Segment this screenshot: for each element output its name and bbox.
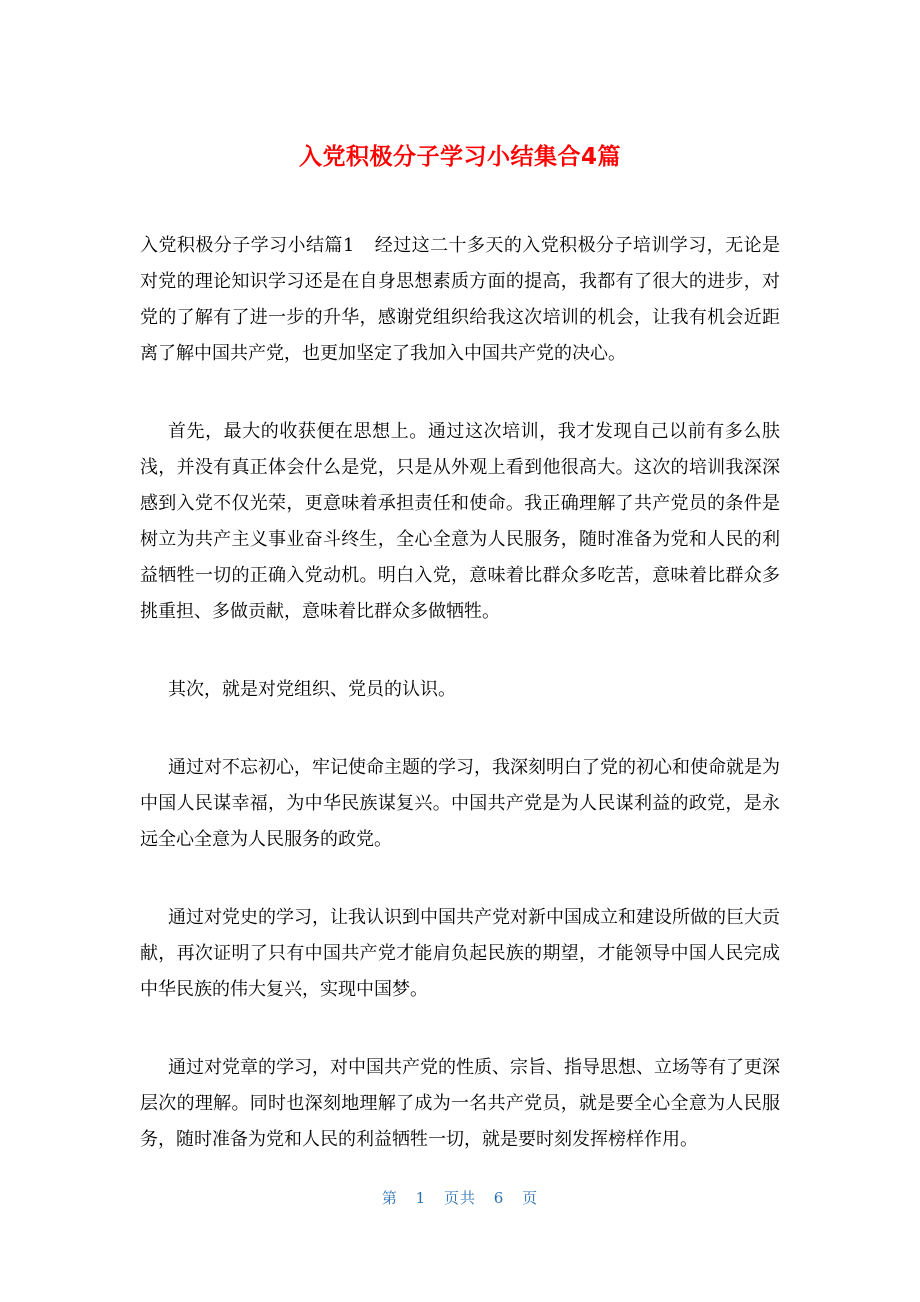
section-label: 入党积极分子学习小结篇1 [140, 235, 355, 256]
page-indicator: 第 1 页共 6 页 [381, 1189, 539, 1207]
paragraph-spacer [140, 1008, 780, 1050]
paragraph-spacer [140, 630, 780, 672]
paragraph-spacer [140, 372, 780, 414]
paragraph-1-text: 经过这二十多天的入党积极分子培训学习，无论是对党的理论知识学习还是在自身思想素质方面的提高，我都有了很大的进步，对党的了解有了进一步的升华，感谢党组织给我这次培训的机会，让我有机会近距离了解中国共产党，也更加坚定了我加入中国共产党的决心。 [140, 235, 781, 364]
paragraph-1 [140, 228, 780, 372]
paragraph-5: 通过对党史的学习，让我认识到中国共产党对新中国成立和建设所做的巨大贡献，再次证明了只有中国共产党才能肩负起民族的期望，才能领导中国人民完成中华民族的伟大复兴，实现中国梦。 [140, 907, 780, 1000]
document-title: 入党积极分子学习小结集合4篇 [298, 144, 621, 170]
paragraph-2: 首先，最大的收获便在思想上。通过这次培训，我才发现自己以前有多么肤浅，并没有真正体会什么是党，只是从外观上看到他很高大。这次的培训我深深感到入党不仅光荣，更意味着承担责任和使命。我正确理解了共产党员的条件是树立为共产主义事业奋斗终生，全心全意为人民服务，随时准备为党和人民的利益牺牲一切的正确入党动机。明白入党，意味着比群众多吃苦，意味着比群众多挑重担、多做贡献，意味着比群众多做牺牲。 [140, 421, 780, 622]
paragraph-3: 其次，就是对党组织、党员的认识。 [168, 679, 456, 700]
paragraph-6: 通过对党章的学习，对中国共产党的性质、宗旨、指导思想、立场等有了更深层次的理解。同时也深刻地理解了成为一名共产党员，就是要全心全意为人民服务，随时准备为党和人民的利益牺牲一切，就是要时刻发挥榜样作用。 [140, 1057, 780, 1150]
paragraph-4: 通过对不忘初心，牢记使命主题的学习，我深刻明白了党的初心和使命就是为中国人民谋幸福，为中华民族谋复兴。中国共产党是为人民谋利益的政党，是永远全心全意为人民服务的政党。 [140, 757, 780, 850]
paragraph-spacer [140, 858, 780, 900]
document-body [140, 228, 780, 1158]
paragraph-spacer [140, 708, 780, 750]
